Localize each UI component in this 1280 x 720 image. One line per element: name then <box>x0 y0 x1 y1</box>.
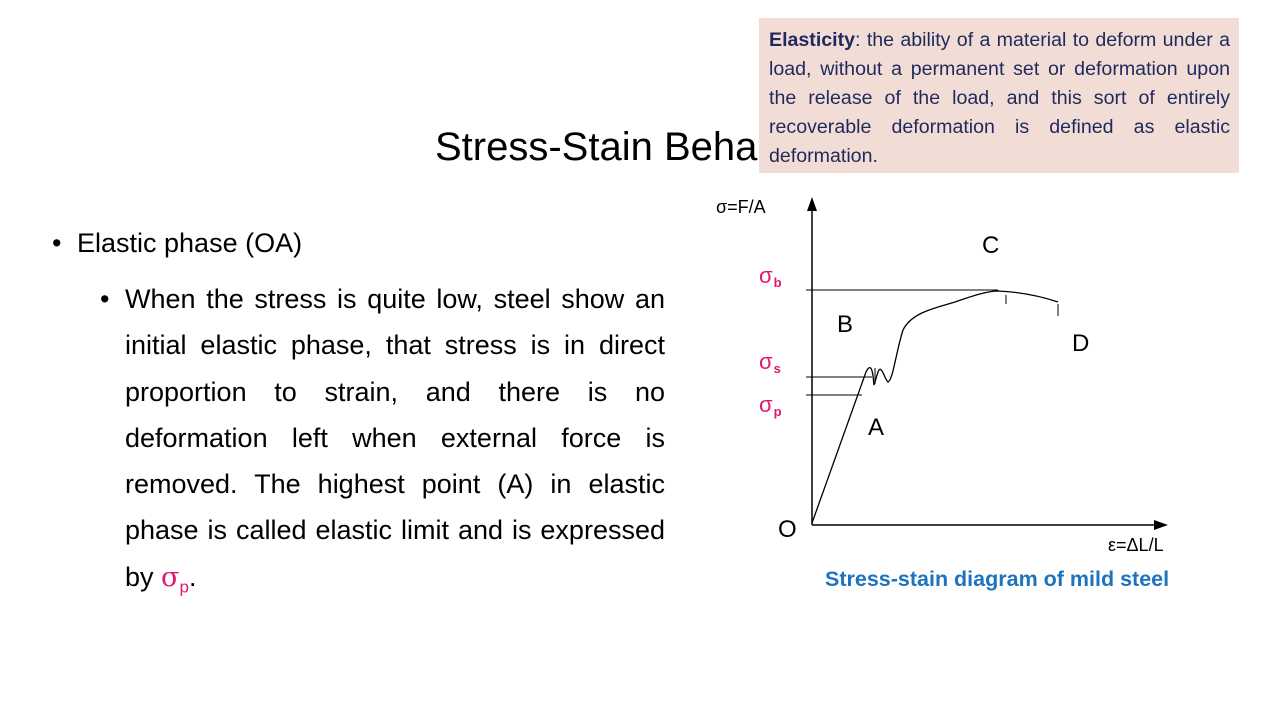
sigma-s-label: σs <box>759 349 781 376</box>
point-c-label: C <box>982 232 1000 259</box>
point-a-label: A <box>868 414 885 441</box>
x-axis-label: ε=ΔL/L <box>1108 535 1164 555</box>
point-d-label: D <box>1072 330 1090 357</box>
y-axis-arrow-icon <box>807 197 817 211</box>
callout-term: Elasticity <box>769 29 856 51</box>
x-axis-arrow-icon <box>1154 520 1168 530</box>
y-axis-label: σ=F/A <box>716 197 766 217</box>
sigma-b-label: σb <box>759 263 782 290</box>
sigma-p-label: σp <box>759 392 782 419</box>
description-end: . <box>188 561 197 592</box>
sigma-p-symbol: $\sigma_p$ <box>161 561 189 597</box>
bullet-dot-icon: • <box>100 284 110 314</box>
origin-label: O <box>778 516 797 543</box>
callout-definition: : the ability of a material to deform under a load, without a permanent set or deformation upon the release of the load, and this sort of entirely recoverable deformation is defined as elastic deformation. <box>769 29 1230 167</box>
slide-title: Stress-Stain Beha <box>435 125 758 169</box>
description-text: When the stress is quite low, steel show an initial elastic phase, that stress is in direct proportion to strain, and there is no deformation left when external force is removed. The highest point (A) in elastic phase is called elastic limit and is expressed by <box>125 284 665 592</box>
diagram-caption: Stress-stain diagram of mild steel <box>825 567 1170 591</box>
bullet-dot-icon: • <box>52 228 62 258</box>
point-b-label: B <box>837 311 854 338</box>
bullet-elastic-phase-text: Elastic phase (OA) <box>77 228 303 258</box>
